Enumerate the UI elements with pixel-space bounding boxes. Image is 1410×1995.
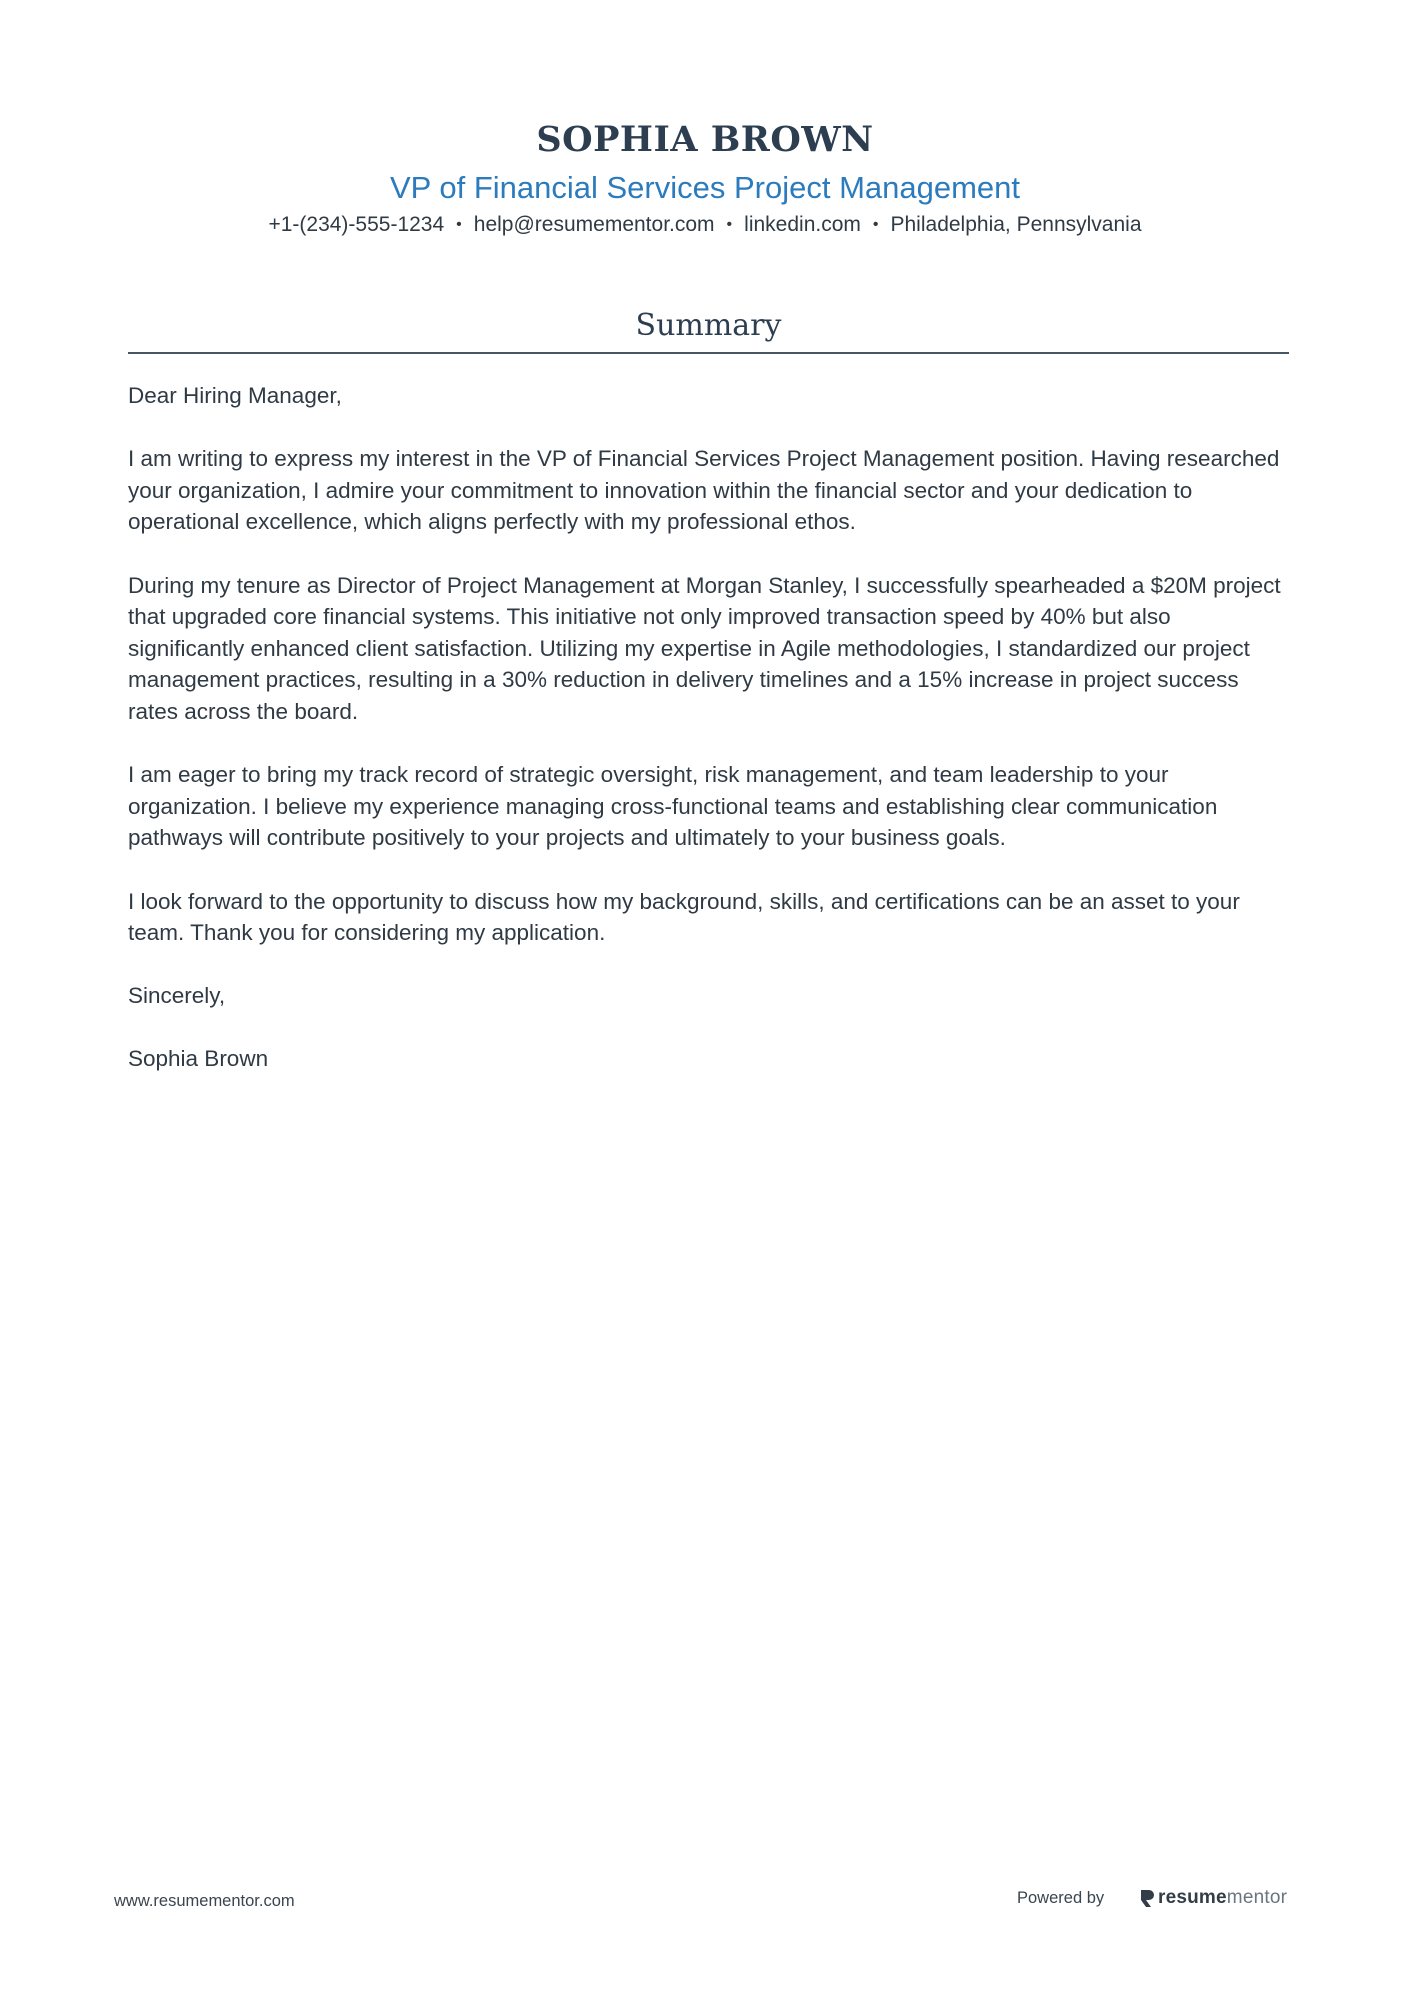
signature: Sophia Brown bbox=[128, 1046, 269, 1072]
letter-paragraph: During my tenure as Director of Project Management at Morgan Stanley, I successfully spearheaded a $20M project that upgraded core financial systems. This initiative not only improved transaction speed by 40% but also significantly enhanced client satisfaction. Utilizing my expertise in Agile methodologies, I standardized our project management practices, resulting in a 30% reduction in delivery timelines and a 15% increase in project success rates across the board. bbox=[128, 572, 1281, 724]
letter-paragraph: I look forward to the opportunity to discuss how my background, skills, and certifications can be an asset to your team. Thank you for considering my application. bbox=[128, 888, 1240, 946]
powered-by-label: Powered by bbox=[1017, 1889, 1105, 1907]
closing: Sincerely, bbox=[128, 983, 226, 1009]
salutation: Dear Hiring Manager, bbox=[128, 383, 342, 408]
resumementor-logo bbox=[1139, 1885, 1287, 1911]
resumementor-logo-icon bbox=[1139, 1888, 1155, 1908]
section-divider bbox=[128, 352, 1289, 354]
contact-linkedin: linkedin.com bbox=[744, 213, 861, 236]
contact-location: Philadelphia, Pennsylvania bbox=[890, 213, 1142, 236]
job-title: VP of Financial Services Project Management bbox=[389, 170, 1021, 205]
letter-body bbox=[128, 380, 1291, 1107]
candidate-name: SOPHIA BROWN bbox=[536, 119, 874, 160]
letter-paragraph: I am eager to bring my track record of strategic oversight, risk management, and team leadership to your organization. I believe my experience managing cross-functional teams and establishing clear communication pathways will contribute positively to your projects and ultimately to your business goals. bbox=[128, 762, 1218, 851]
separator-dot: • bbox=[726, 216, 733, 233]
contact-line bbox=[0, 210, 1410, 240]
separator-dot: • bbox=[872, 216, 879, 233]
footer-url: www.resumementor.com bbox=[114, 1892, 295, 1910]
logo-text-light: mentor bbox=[1226, 1887, 1288, 1908]
letter-header bbox=[0, 116, 1410, 240]
contact-phone: +1-(234)-555-1234 bbox=[268, 213, 445, 236]
contact-email: help@resumementor.com bbox=[473, 213, 715, 236]
logo-text-bold: resume bbox=[1158, 1887, 1227, 1908]
section-title-summary: Summary bbox=[635, 308, 782, 343]
separator-dot: • bbox=[456, 216, 462, 233]
letter-paragraph: I am writing to express my interest in the VP of Financial Services Project Management position. Having researched your organization, I admire your commitment to innovation within the financial sector and your dedication to operational excellence, which aligns perfectly with my professional ethos. bbox=[128, 446, 1280, 535]
logo-wordmark bbox=[1158, 1887, 1287, 1909]
